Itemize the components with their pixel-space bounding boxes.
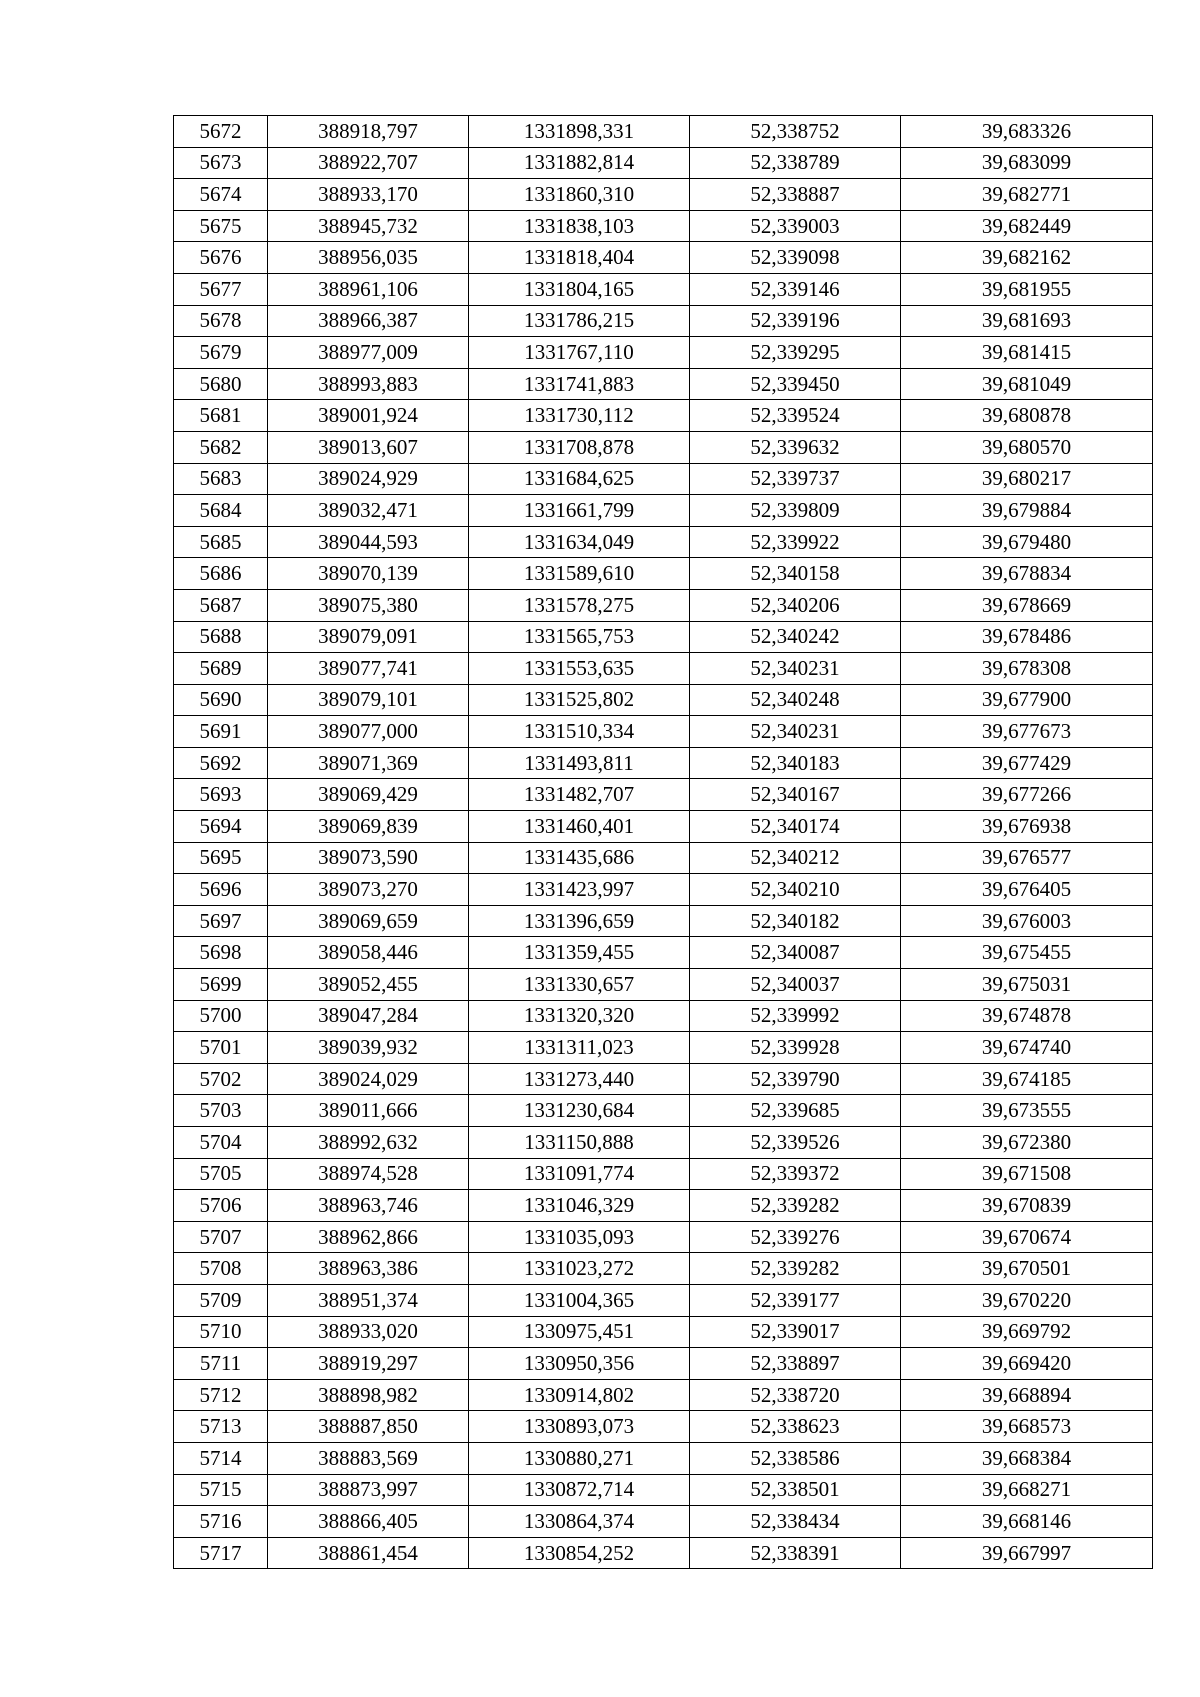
point-number-cell: 5717 [174,1537,268,1569]
latitude-cell: 52,340087 [690,937,901,969]
point-number-cell: 5689 [174,653,268,685]
latitude-cell: 52,338501 [690,1474,901,1506]
point-number-cell: 5690 [174,684,268,716]
longitude-cell: 39,681955 [901,273,1153,305]
y-coordinate-cell: 1331882,814 [469,147,690,179]
x-coordinate-cell: 389011,666 [268,1095,469,1127]
table-row [174,1316,1153,1348]
point-number-cell: 5705 [174,1158,268,1190]
y-coordinate-cell: 1330864,374 [469,1506,690,1538]
table-row [174,210,1153,242]
point-number-cell: 5675 [174,210,268,242]
table-row [174,1411,1153,1443]
longitude-cell: 39,669792 [901,1316,1153,1348]
longitude-cell: 39,674185 [901,1063,1153,1095]
x-coordinate-cell: 388866,405 [268,1506,469,1538]
table-row [174,242,1153,274]
latitude-cell: 52,340206 [690,589,901,621]
latitude-cell: 52,340183 [690,747,901,779]
point-number-cell: 5693 [174,779,268,811]
longitude-cell: 39,683326 [901,116,1153,148]
longitude-cell: 39,675031 [901,969,1153,1001]
longitude-cell: 39,668384 [901,1442,1153,1474]
latitude-cell: 52,340231 [690,653,901,685]
point-number-cell: 5708 [174,1253,268,1285]
latitude-cell: 52,339790 [690,1063,901,1095]
table-row [174,1158,1153,1190]
x-coordinate-cell: 388919,297 [268,1348,469,1380]
y-coordinate-cell: 1331818,404 [469,242,690,274]
longitude-cell: 39,675455 [901,937,1153,969]
y-coordinate-cell: 1331046,329 [469,1190,690,1222]
table-row [174,179,1153,211]
y-coordinate-cell: 1331023,272 [469,1253,690,1285]
longitude-cell: 39,668894 [901,1379,1153,1411]
point-number-cell: 5676 [174,242,268,274]
x-coordinate-cell: 389073,270 [268,874,469,906]
x-coordinate-cell: 389069,659 [268,905,469,937]
table-row [174,337,1153,369]
y-coordinate-cell: 1331311,023 [469,1032,690,1064]
table-row [174,495,1153,527]
y-coordinate-cell: 1330914,802 [469,1379,690,1411]
table-row [174,1537,1153,1569]
latitude-cell: 52,338720 [690,1379,901,1411]
y-coordinate-cell: 1331661,799 [469,495,690,527]
longitude-cell: 39,682771 [901,179,1153,211]
latitude-cell: 52,339276 [690,1221,901,1253]
longitude-cell: 39,677429 [901,747,1153,779]
table-row [174,558,1153,590]
longitude-cell: 39,680217 [901,463,1153,495]
y-coordinate-cell: 1331898,331 [469,116,690,148]
y-coordinate-cell: 1331860,310 [469,179,690,211]
point-number-cell: 5673 [174,147,268,179]
point-number-cell: 5716 [174,1506,268,1538]
point-number-cell: 5703 [174,1095,268,1127]
longitude-cell: 39,681693 [901,305,1153,337]
point-number-cell: 5687 [174,589,268,621]
table-row [174,463,1153,495]
y-coordinate-cell: 1331767,110 [469,337,690,369]
x-coordinate-cell: 388974,528 [268,1158,469,1190]
y-coordinate-cell: 1331423,997 [469,874,690,906]
longitude-cell: 39,679884 [901,495,1153,527]
point-number-cell: 5682 [174,431,268,463]
latitude-cell: 52,338887 [690,179,901,211]
y-coordinate-cell: 1331838,103 [469,210,690,242]
table-row [174,1379,1153,1411]
latitude-cell: 52,338434 [690,1506,901,1538]
table-row [174,811,1153,843]
latitude-cell: 52,339282 [690,1190,901,1222]
y-coordinate-cell: 1331091,774 [469,1158,690,1190]
x-coordinate-cell: 389058,446 [268,937,469,969]
longitude-cell: 39,678834 [901,558,1153,590]
latitude-cell: 52,338623 [690,1411,901,1443]
y-coordinate-cell: 1331493,811 [469,747,690,779]
x-coordinate-cell: 388898,982 [268,1379,469,1411]
y-coordinate-cell: 1330975,451 [469,1316,690,1348]
y-coordinate-cell: 1330872,714 [469,1474,690,1506]
x-coordinate-cell: 389077,000 [268,716,469,748]
latitude-cell: 52,339450 [690,368,901,400]
y-coordinate-cell: 1331730,112 [469,400,690,432]
point-number-cell: 5677 [174,273,268,305]
latitude-cell: 52,338752 [690,116,901,148]
point-number-cell: 5707 [174,1221,268,1253]
x-coordinate-cell: 389069,429 [268,779,469,811]
x-coordinate-cell: 388963,746 [268,1190,469,1222]
longitude-cell: 39,677900 [901,684,1153,716]
x-coordinate-cell: 389069,839 [268,811,469,843]
latitude-cell: 52,339003 [690,210,901,242]
y-coordinate-cell: 1331330,657 [469,969,690,1001]
coordinates-table-body [174,116,1153,1569]
longitude-cell: 39,680878 [901,400,1153,432]
latitude-cell: 52,340167 [690,779,901,811]
longitude-cell: 39,676003 [901,905,1153,937]
x-coordinate-cell: 388977,009 [268,337,469,369]
point-number-cell: 5678 [174,305,268,337]
table-row [174,305,1153,337]
y-coordinate-cell: 1331634,049 [469,526,690,558]
point-number-cell: 5695 [174,842,268,874]
x-coordinate-cell: 389044,593 [268,526,469,558]
latitude-cell: 52,339295 [690,337,901,369]
x-coordinate-cell: 389047,284 [268,1000,469,1032]
longitude-cell: 39,681049 [901,368,1153,400]
coordinates-table [173,115,1153,1569]
x-coordinate-cell: 389077,741 [268,653,469,685]
y-coordinate-cell: 1331035,093 [469,1221,690,1253]
latitude-cell: 52,338391 [690,1537,901,1569]
longitude-cell: 39,670674 [901,1221,1153,1253]
table-row [174,116,1153,148]
latitude-cell: 52,339992 [690,1000,901,1032]
latitude-cell: 52,340158 [690,558,901,590]
point-number-cell: 5697 [174,905,268,937]
y-coordinate-cell: 1330893,073 [469,1411,690,1443]
x-coordinate-cell: 389013,607 [268,431,469,463]
x-coordinate-cell: 388922,707 [268,147,469,179]
y-coordinate-cell: 1331553,635 [469,653,690,685]
x-coordinate-cell: 389024,929 [268,463,469,495]
table-row [174,1506,1153,1538]
y-coordinate-cell: 1330880,271 [469,1442,690,1474]
longitude-cell: 39,677266 [901,779,1153,811]
latitude-cell: 52,340248 [690,684,901,716]
y-coordinate-cell: 1331359,455 [469,937,690,969]
longitude-cell: 39,669420 [901,1348,1153,1380]
table-row [174,1348,1153,1380]
x-coordinate-cell: 389079,091 [268,621,469,653]
longitude-cell: 39,682449 [901,210,1153,242]
latitude-cell: 52,339146 [690,273,901,305]
table-row [174,653,1153,685]
point-number-cell: 5702 [174,1063,268,1095]
y-coordinate-cell: 1331708,878 [469,431,690,463]
point-number-cell: 5684 [174,495,268,527]
longitude-cell: 39,677673 [901,716,1153,748]
latitude-cell: 52,340242 [690,621,901,653]
point-number-cell: 5691 [174,716,268,748]
x-coordinate-cell: 389079,101 [268,684,469,716]
table-row [174,874,1153,906]
point-number-cell: 5710 [174,1316,268,1348]
table-row [174,147,1153,179]
point-number-cell: 5714 [174,1442,268,1474]
y-coordinate-cell: 1330854,252 [469,1537,690,1569]
latitude-cell: 52,340037 [690,969,901,1001]
table-row [174,1284,1153,1316]
point-number-cell: 5709 [174,1284,268,1316]
y-coordinate-cell: 1330950,356 [469,1348,690,1380]
point-number-cell: 5698 [174,937,268,969]
x-coordinate-cell: 388873,997 [268,1474,469,1506]
latitude-cell: 52,338586 [690,1442,901,1474]
point-number-cell: 5712 [174,1379,268,1411]
x-coordinate-cell: 388951,374 [268,1284,469,1316]
longitude-cell: 39,674740 [901,1032,1153,1064]
latitude-cell: 52,339928 [690,1032,901,1064]
latitude-cell: 52,339632 [690,431,901,463]
x-coordinate-cell: 389024,029 [268,1063,469,1095]
latitude-cell: 52,340231 [690,716,901,748]
longitude-cell: 39,682162 [901,242,1153,274]
x-coordinate-cell: 388883,569 [268,1442,469,1474]
latitude-cell: 52,339282 [690,1253,901,1285]
x-coordinate-cell: 389071,369 [268,747,469,779]
point-number-cell: 5681 [174,400,268,432]
table-row [174,368,1153,400]
table-row [174,1442,1153,1474]
longitude-cell: 39,671508 [901,1158,1153,1190]
table-row [174,1000,1153,1032]
x-coordinate-cell: 388961,106 [268,273,469,305]
y-coordinate-cell: 1331150,888 [469,1127,690,1159]
table-row [174,716,1153,748]
y-coordinate-cell: 1331460,401 [469,811,690,843]
table-row [174,431,1153,463]
table-row [174,969,1153,1001]
y-coordinate-cell: 1331230,684 [469,1095,690,1127]
latitude-cell: 52,339737 [690,463,901,495]
x-coordinate-cell: 388966,387 [268,305,469,337]
point-number-cell: 5692 [174,747,268,779]
longitude-cell: 39,678486 [901,621,1153,653]
latitude-cell: 52,340210 [690,874,901,906]
latitude-cell: 52,339524 [690,400,901,432]
x-coordinate-cell: 389070,139 [268,558,469,590]
latitude-cell: 52,339196 [690,305,901,337]
table-row [174,1095,1153,1127]
latitude-cell: 52,339809 [690,495,901,527]
latitude-cell: 52,338789 [690,147,901,179]
point-number-cell: 5699 [174,969,268,1001]
x-coordinate-cell: 389039,932 [268,1032,469,1064]
x-coordinate-cell: 388918,797 [268,116,469,148]
longitude-cell: 39,668271 [901,1474,1153,1506]
y-coordinate-cell: 1331578,275 [469,589,690,621]
x-coordinate-cell: 388962,866 [268,1221,469,1253]
latitude-cell: 52,340174 [690,811,901,843]
y-coordinate-cell: 1331435,686 [469,842,690,874]
table-row [174,400,1153,432]
x-coordinate-cell: 388933,020 [268,1316,469,1348]
table-row [174,937,1153,969]
latitude-cell: 52,340182 [690,905,901,937]
longitude-cell: 39,676405 [901,874,1153,906]
table-row [174,684,1153,716]
x-coordinate-cell: 388992,632 [268,1127,469,1159]
y-coordinate-cell: 1331804,165 [469,273,690,305]
x-coordinate-cell: 388963,386 [268,1253,469,1285]
latitude-cell: 52,339372 [690,1158,901,1190]
y-coordinate-cell: 1331741,883 [469,368,690,400]
longitude-cell: 39,676577 [901,842,1153,874]
longitude-cell: 39,670501 [901,1253,1153,1285]
table-row [174,1221,1153,1253]
y-coordinate-cell: 1331396,659 [469,905,690,937]
y-coordinate-cell: 1331510,334 [469,716,690,748]
table-row [174,273,1153,305]
point-number-cell: 5680 [174,368,268,400]
longitude-cell: 39,676938 [901,811,1153,843]
point-number-cell: 5713 [174,1411,268,1443]
point-number-cell: 5672 [174,116,268,148]
y-coordinate-cell: 1331320,320 [469,1000,690,1032]
y-coordinate-cell: 1331525,802 [469,684,690,716]
longitude-cell: 39,678308 [901,653,1153,685]
point-number-cell: 5679 [174,337,268,369]
x-coordinate-cell: 389052,455 [268,969,469,1001]
latitude-cell: 52,339177 [690,1284,901,1316]
latitude-cell: 52,340212 [690,842,901,874]
point-number-cell: 5706 [174,1190,268,1222]
table-row [174,747,1153,779]
latitude-cell: 52,339685 [690,1095,901,1127]
longitude-cell: 39,679480 [901,526,1153,558]
point-number-cell: 5686 [174,558,268,590]
longitude-cell: 39,683099 [901,147,1153,179]
table-row [174,1190,1153,1222]
y-coordinate-cell: 1331589,610 [469,558,690,590]
table-row [174,842,1153,874]
y-coordinate-cell: 1331684,625 [469,463,690,495]
longitude-cell: 39,672380 [901,1127,1153,1159]
longitude-cell: 39,670220 [901,1284,1153,1316]
table-row [174,526,1153,558]
x-coordinate-cell: 389001,924 [268,400,469,432]
x-coordinate-cell: 388887,850 [268,1411,469,1443]
point-number-cell: 5685 [174,526,268,558]
table-row [174,589,1153,621]
latitude-cell: 52,338897 [690,1348,901,1380]
longitude-cell: 39,673555 [901,1095,1153,1127]
table-row [174,621,1153,653]
point-number-cell: 5704 [174,1127,268,1159]
x-coordinate-cell: 388933,170 [268,179,469,211]
y-coordinate-cell: 1331565,753 [469,621,690,653]
longitude-cell: 39,667997 [901,1537,1153,1569]
x-coordinate-cell: 389073,590 [268,842,469,874]
y-coordinate-cell: 1331482,707 [469,779,690,811]
point-number-cell: 5711 [174,1348,268,1380]
y-coordinate-cell: 1331004,365 [469,1284,690,1316]
longitude-cell: 39,678669 [901,589,1153,621]
latitude-cell: 52,339526 [690,1127,901,1159]
x-coordinate-cell: 388861,454 [268,1537,469,1569]
table-row [174,1474,1153,1506]
latitude-cell: 52,339017 [690,1316,901,1348]
point-number-cell: 5683 [174,463,268,495]
point-number-cell: 5694 [174,811,268,843]
x-coordinate-cell: 388956,035 [268,242,469,274]
latitude-cell: 52,339922 [690,526,901,558]
table-row [174,905,1153,937]
table-row [174,1063,1153,1095]
point-number-cell: 5715 [174,1474,268,1506]
y-coordinate-cell: 1331273,440 [469,1063,690,1095]
table-row [174,779,1153,811]
latitude-cell: 52,339098 [690,242,901,274]
longitude-cell: 39,670839 [901,1190,1153,1222]
x-coordinate-cell: 388993,883 [268,368,469,400]
point-number-cell: 5701 [174,1032,268,1064]
point-number-cell: 5700 [174,1000,268,1032]
point-number-cell: 5688 [174,621,268,653]
longitude-cell: 39,681415 [901,337,1153,369]
table-row [174,1253,1153,1285]
longitude-cell: 39,674878 [901,1000,1153,1032]
point-number-cell: 5696 [174,874,268,906]
longitude-cell: 39,680570 [901,431,1153,463]
x-coordinate-cell: 389032,471 [268,495,469,527]
x-coordinate-cell: 388945,732 [268,210,469,242]
y-coordinate-cell: 1331786,215 [469,305,690,337]
table-row [174,1127,1153,1159]
x-coordinate-cell: 389075,380 [268,589,469,621]
table-row [174,1032,1153,1064]
longitude-cell: 39,668573 [901,1411,1153,1443]
point-number-cell: 5674 [174,179,268,211]
longitude-cell: 39,668146 [901,1506,1153,1538]
